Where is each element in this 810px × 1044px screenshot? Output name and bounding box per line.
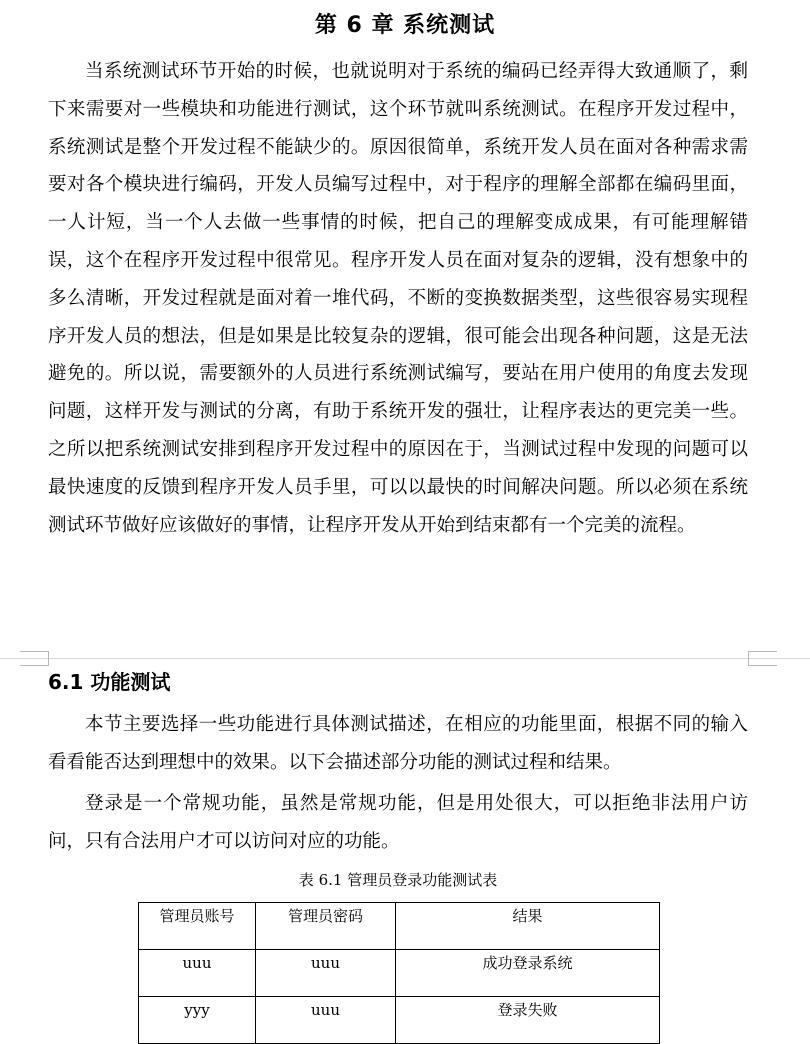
cell-result: 成功登录系统 [396,950,660,997]
page-corner-mark-left [20,651,49,666]
cell-password: uuu [256,950,396,997]
header-result: 结果 [396,903,660,950]
table-row [139,950,660,997]
login-test-table [138,902,660,1044]
header-admin-account: 管理员账号 [139,903,256,950]
cell-account: yyy [139,997,256,1044]
chapter-intro-paragraph: 当系统测试环节开始的时候，也就说明对于系统的编码已经弄得大致通顺了，剩下来需要对一些模块和功能进行测试，这个环节就叫系统测试。在程序开发过程中，系统测试是整个开发过程不能缺少的。原因很简单，系统开发人员在面对各种需求需要对各个模块进行编码，开发人员编写过程中，对于程序的理解全部都在编码里面，一人计短，当一个人去做一些事情的时候，把自己的理解变成成果，有可能理解错误，这个在程序开发过程中很常见。程序开发人员在面对复杂的逻辑，没有想象中的多么清晰，开发过程就是面对着一堆代码，不断的变换数据类型，这些很容易实现程序开发人员的想法，但是如果是比较复杂的逻辑，很可能会出现各种问题，这是无法避免的。所以说，需要额外的人员进行系统测试编写，要站在用户使用的角度去发现问题，这样开发与测试的分离，有助于系统开发的强壮，让程序表达的更完美一些。之所以把系统测试安排到程序开发过程中的原因在于，当测试过程中发现的问题可以最快速度的反馈到程序开发人员手里，可以以最快的时间解决问题。所以必须在系统测试环节做好应该做好的事情，让程序开发从开始到结束都有一个完美的流程。 [48,61,748,536]
table-caption: 表 6.1 管理员登录功能测试表 [298,871,498,889]
table-header-row [139,903,660,950]
page-corner-mark-right [748,651,777,666]
header-admin-password: 管理员密码 [256,903,396,950]
section-paragraph-2: 登录是一个常规功能，虽然是常规功能，但是用处很大，可以拒绝非法用户访问，只有合法用户才可以访问对应的功能。 [48,793,748,852]
page-break-line [0,658,810,659]
cell-result: 登录失败 [396,997,660,1044]
cell-account: uuu [139,950,256,997]
section-paragraph-1: 本节主要选择一些功能进行具体测试描述，在相应的功能里面，根据不同的输入看看能否达到理想中的效果。以下会描述部分功能的测试过程和结果。 [48,714,748,773]
section-title: 6.1 功能测试 [48,670,171,694]
table-row [139,997,660,1044]
chapter-title: 第 6 章 系统测试 [314,13,496,38]
cell-password: uuu [256,997,396,1044]
